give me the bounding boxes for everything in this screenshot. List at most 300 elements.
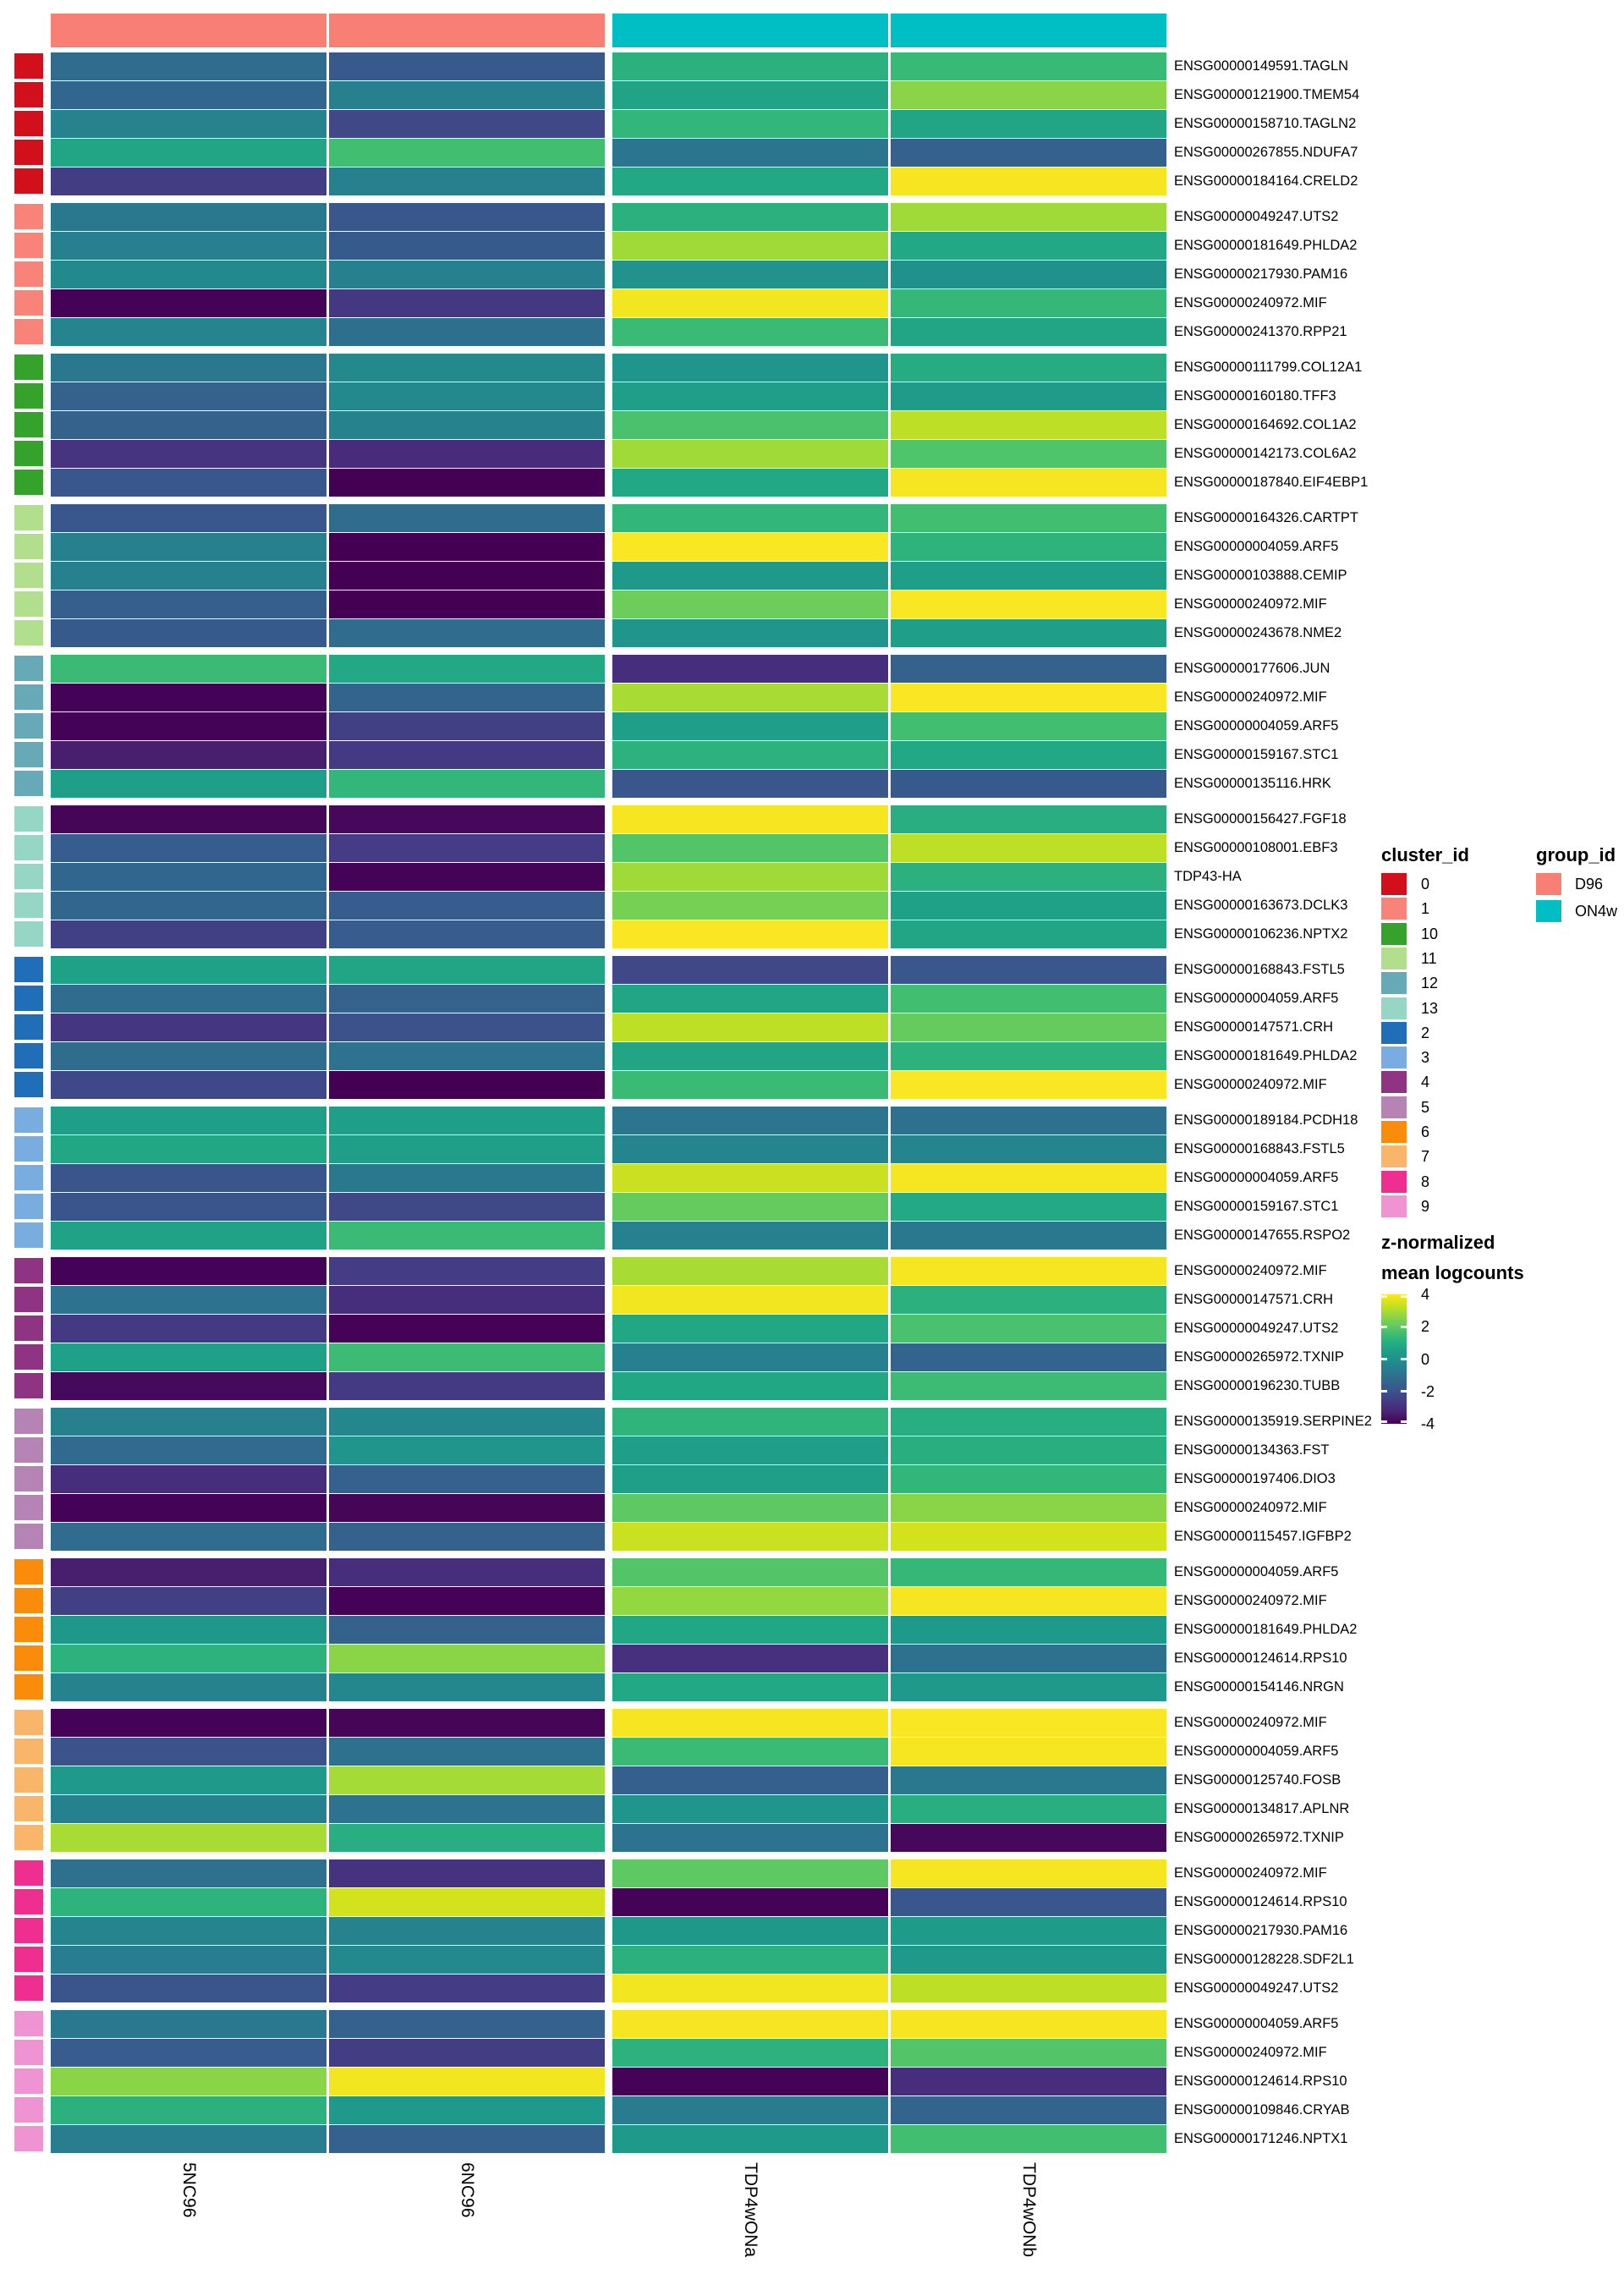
- heatmap-cell: [51, 684, 326, 711]
- heatmap-cell: [51, 81, 326, 109]
- heatmap-cell: [891, 2125, 1166, 2153]
- gene-label: ENSG00000187840.EIF4EBP1: [1174, 475, 1369, 491]
- heatmap-cell: [612, 1343, 888, 1371]
- heatmap-cell: [329, 1888, 605, 1916]
- heatmap-cell: [612, 168, 888, 195]
- cluster-strip-cell: [14, 591, 43, 617]
- legend-item-label: 12: [1421, 975, 1439, 992]
- cluster-strip-cell: [14, 986, 43, 1011]
- heatmap-cell: [51, 1465, 326, 1493]
- heatmap-cell: [891, 1824, 1166, 1852]
- heatmap-cell: [329, 533, 605, 561]
- gene-label: ENSG00000177606.JUN: [1174, 661, 1330, 676]
- heatmap-cell: [51, 2039, 326, 2067]
- heatmap-cell: [329, 1071, 605, 1099]
- heatmap-cell: [329, 2068, 605, 2095]
- cluster-strip-cell: [14, 1860, 43, 1886]
- gene-label: ENSG00000243678.NME2: [1174, 625, 1342, 641]
- cluster-strip-cell: [14, 412, 43, 437]
- heatmap-cell: [612, 684, 888, 711]
- heatmap-cell: [612, 2010, 888, 2038]
- heatmap-cell: [329, 770, 605, 798]
- cluster-strip-cell: [14, 1014, 43, 1040]
- heatmap-cell: [329, 985, 605, 1013]
- gene-label: ENSG00000134817.APLNR: [1174, 1801, 1350, 1817]
- legend-swatch: [1381, 1022, 1407, 1044]
- heatmap-cell: [891, 985, 1166, 1013]
- gene-label: ENSG00000171246.NPTX1: [1174, 2131, 1348, 2147]
- heatmap-cell: [612, 805, 888, 833]
- heatmap-cell: [612, 440, 888, 468]
- heatmap-cell: [329, 52, 605, 80]
- heatmap-cell: [612, 2096, 888, 2124]
- heatmap-cell: [891, 139, 1166, 167]
- cluster-strip-cell: [14, 684, 43, 710]
- cluster-strip-cell: [14, 319, 43, 344]
- heatmap-cell: [612, 655, 888, 683]
- gene-label: ENSG00000240972.MIF: [1174, 295, 1327, 311]
- heatmap-cell: [612, 863, 888, 891]
- colorbar-tick-mark: [1381, 1326, 1387, 1328]
- heatmap-cell: [329, 2010, 605, 2038]
- cluster-strip-cell: [14, 204, 43, 229]
- heatmap-cell: [891, 1645, 1166, 1673]
- heatmap-cell: [612, 1164, 888, 1192]
- heatmap-cell: [891, 684, 1166, 711]
- heatmap-cell: [51, 533, 326, 561]
- heatmap-cell: [891, 1673, 1166, 1701]
- colorbar-tick-mark: [1381, 1295, 1387, 1298]
- heatmap-cell: [891, 712, 1166, 740]
- heatmap-cell: [891, 1494, 1166, 1522]
- heatmap-cell: [329, 1408, 605, 1436]
- heatmap-cell: [329, 1766, 605, 1794]
- gene-label: ENSG00000134363.FST: [1174, 1442, 1330, 1458]
- cluster-strip-cell: [14, 1645, 43, 1671]
- heatmap-cell: [612, 318, 888, 346]
- gene-label: ENSG00000004059.ARF5: [1174, 991, 1339, 1007]
- heatmap-cell: [612, 1975, 888, 2002]
- heatmap-cell: [891, 2010, 1166, 2038]
- heatmap-cell: [51, 770, 326, 798]
- heatmap-cell: [329, 1859, 605, 1887]
- gene-label: ENSG00000159167.STC1: [1174, 1199, 1339, 1215]
- cluster-strip-cell: [14, 111, 43, 136]
- legend-swatch: [1381, 972, 1407, 994]
- heatmap-cell: [329, 956, 605, 984]
- cluster-strip-cell: [14, 620, 43, 645]
- heatmap-cell: [329, 1286, 605, 1314]
- heatmap-cell: [51, 411, 326, 439]
- heatmap-cell: [329, 2125, 605, 2153]
- cluster-strip-cell: [14, 1043, 43, 1068]
- cluster-strip-cell: [14, 383, 43, 409]
- heatmap-cell: [329, 469, 605, 497]
- cluster-strip-cell: [14, 2040, 43, 2065]
- heatmap-cell: [612, 1372, 888, 1400]
- heatmap-cell: [891, 619, 1166, 647]
- heatmap-cell: [51, 1343, 326, 1371]
- heatmap-cell: [612, 1494, 888, 1522]
- heatmap-cell: [612, 1107, 888, 1134]
- cluster-strip-cell: [14, 1136, 43, 1162]
- cluster-strip-cell: [14, 1194, 43, 1219]
- gene-label: ENSG00000109846.CRYAB: [1174, 2102, 1350, 2118]
- colorbar-tick-mark: [1401, 1420, 1407, 1423]
- legend-swatch: [1381, 873, 1407, 895]
- heatmap-cell: [329, 139, 605, 167]
- legend-item-label: 1: [1421, 900, 1430, 918]
- legend-swatch: [1381, 997, 1407, 1019]
- heatmap-cell: [51, 1587, 326, 1615]
- heatmap-cell: [891, 956, 1166, 984]
- heatmap-cell: [612, 1013, 888, 1041]
- legend-swatch: [1381, 1171, 1407, 1193]
- heatmap-cell: [51, 1135, 326, 1163]
- gene-label: ENSG00000265972.TXNIP: [1174, 1830, 1344, 1846]
- heatmap-cell: [612, 289, 888, 317]
- legend-swatch: [1536, 873, 1561, 895]
- heatmap-cell: [51, 52, 326, 80]
- heatmap-cell: [612, 770, 888, 798]
- cluster-strip-cell: [14, 354, 43, 380]
- group-bar-segment: [329, 14, 605, 47]
- heatmap-cell: [891, 1408, 1166, 1436]
- legend-swatch: [1381, 948, 1407, 969]
- heatmap-cell: [612, 2039, 888, 2067]
- colorbar-tick-label: -2: [1421, 1382, 1435, 1400]
- cluster-strip-cell: [14, 1316, 43, 1341]
- heatmap-cell: [329, 1616, 605, 1644]
- heatmap-cell: [612, 1917, 888, 1945]
- cluster-strip-cell: [14, 1072, 43, 1097]
- cluster-strip-cell: [14, 957, 43, 982]
- cluster-strip-cell: [14, 233, 43, 258]
- heatmap-cell: [329, 834, 605, 862]
- heatmap-cell: [329, 1709, 605, 1737]
- heatmap-cell: [612, 1673, 888, 1701]
- heatmap-cell: [891, 1975, 1166, 2002]
- heatmap-cell: [612, 411, 888, 439]
- heatmap-cell: [891, 1795, 1166, 1823]
- heatmap-cell: [51, 1315, 326, 1343]
- gene-label: ENSG00000164692.COL1A2: [1174, 417, 1357, 433]
- heatmap-cell: [51, 1824, 326, 1852]
- heatmap-cell: [329, 712, 605, 740]
- heatmap-cell: [612, 834, 888, 862]
- heatmap-cell: [329, 1558, 605, 1586]
- heatmap-cell: [51, 110, 326, 138]
- gene-label: ENSG00000240972.MIF: [1174, 1263, 1327, 1278]
- gene-label: ENSG00000128228.SDF2L1: [1174, 1952, 1354, 1968]
- heatmap-cell: [612, 52, 888, 80]
- heatmap-cell: [612, 1286, 888, 1314]
- heatmap-cell: [612, 1042, 888, 1070]
- gene-label: ENSG00000240972.MIF: [1174, 2045, 1327, 2061]
- heatmap-cell: [612, 139, 888, 167]
- heatmap-cell: [891, 1709, 1166, 1737]
- legend-item-label: 13: [1421, 999, 1439, 1017]
- heatmap-cell: [329, 619, 605, 647]
- legend-item-label: 11: [1421, 949, 1437, 967]
- heatmap-cell: [329, 110, 605, 138]
- gene-label: ENSG00000240972.MIF: [1174, 1715, 1327, 1730]
- heatmap-cell: [51, 1616, 326, 1644]
- heatmap-cell: [51, 1523, 326, 1551]
- heatmap-cell: [612, 1193, 888, 1221]
- gene-label: ENSG00000124614.RPS10: [1174, 1894, 1347, 1910]
- gene-label: ENSG00000111799.COL12A1: [1174, 360, 1363, 375]
- cluster-strip-cell: [14, 2068, 43, 2094]
- heatmap-cell: [891, 1164, 1166, 1192]
- group-bar-segment: [51, 14, 326, 47]
- heatmap-cell: [612, 985, 888, 1013]
- heatmap-cell: [612, 1824, 888, 1852]
- heatmap-cell: [891, 1766, 1166, 1794]
- legend-item-label: 0: [1421, 876, 1430, 893]
- heatmap-cell: [891, 469, 1166, 497]
- gene-label: ENSG00000124614.RPS10: [1174, 2074, 1347, 2090]
- gene-label: ENSG00000181649.PHLDA2: [1174, 1622, 1358, 1638]
- gene-label: ENSG00000147655.RSPO2: [1174, 1228, 1351, 1244]
- gene-label: ENSG00000135919.SERPINE2: [1174, 1414, 1372, 1429]
- heatmap-cell: [612, 1587, 888, 1615]
- heatmap-cell: [891, 168, 1166, 195]
- heatmap-cell: [612, 469, 888, 497]
- heatmap-cell: [329, 1013, 605, 1041]
- heatmap-cell: [51, 920, 326, 948]
- heatmap-cell: [612, 920, 888, 948]
- heatmap-cell: [891, 770, 1166, 798]
- heatmap-cell: [329, 382, 605, 410]
- cluster-legend-title: cluster_id: [1381, 844, 1469, 865]
- colorbar-tick-label: 0: [1421, 1350, 1430, 1368]
- heatmap-cell: [51, 168, 326, 195]
- heatmap-cell: [329, 1372, 605, 1400]
- heatmap-cell: [329, 318, 605, 346]
- heatmap-cell: [891, 1013, 1166, 1041]
- gene-label: ENSG00000181649.PHLDA2: [1174, 238, 1358, 254]
- heatmap-cell: [891, 1071, 1166, 1099]
- heatmap-cell: [51, 562, 326, 590]
- heatmap-cell: [891, 1465, 1166, 1493]
- heatmap-cell: [51, 741, 326, 769]
- heatmap-cell: [891, 354, 1166, 382]
- cluster-strip-cell: [14, 1258, 43, 1283]
- heatmap-cell: [329, 354, 605, 382]
- cluster-strip-cell: [14, 1796, 43, 1821]
- heatmap-cell: [51, 1107, 326, 1134]
- gene-label: ENSG00000168843.FSTL5: [1174, 1141, 1345, 1157]
- heatmap-cell: [891, 1193, 1166, 1221]
- cluster-strip-cell: [14, 921, 43, 947]
- gene-label: ENSG00000049247.UTS2: [1174, 1980, 1339, 1997]
- heatmap-cell: [51, 1673, 326, 1701]
- heatmap-cell: [612, 1738, 888, 1766]
- heatmap-cell: [51, 1558, 326, 1586]
- heatmap-cell: [51, 2096, 326, 2124]
- heatmap-cell: [891, 590, 1166, 618]
- cluster-strip-cell: [14, 1222, 43, 1248]
- heatmap-cell: [329, 863, 605, 891]
- heatmap-cell: [51, 834, 326, 862]
- heatmap-cell: [891, 2039, 1166, 2067]
- heatmap-cell: [329, 741, 605, 769]
- heatmap-cell: [329, 1343, 605, 1371]
- legend-swatch: [1381, 1071, 1407, 1093]
- cluster-strip-cell: [14, 470, 43, 495]
- heatmap-cell: [891, 1888, 1166, 1916]
- heatmap-cell: [51, 1013, 326, 1041]
- heatmap-cell: [612, 741, 888, 769]
- heatmap-cell: [891, 1286, 1166, 1314]
- heatmap-cell: [329, 289, 605, 317]
- cluster-strip-cell: [14, 563, 43, 588]
- colorbar-tick-mark: [1401, 1358, 1407, 1360]
- gene-label: ENSG00000004059.ARF5: [1174, 539, 1339, 555]
- cluster-strip-cell: [14, 713, 43, 739]
- gene-label: ENSG00000147571.CRH: [1174, 1019, 1334, 1035]
- heatmap-cell: [51, 1372, 326, 1400]
- heatmap-cell: [891, 562, 1166, 590]
- heatmap-cell: [891, 232, 1166, 260]
- heatmap-cell: [51, 1494, 326, 1522]
- heatmap-cell: [329, 562, 605, 590]
- heatmap-cell: [51, 232, 326, 260]
- gene-label: ENSG00000184164.CRELD2: [1174, 173, 1358, 190]
- legend-item-label: 2: [1421, 1024, 1430, 1041]
- heatmap-cell: [329, 81, 605, 109]
- column-label: 5NC96: [179, 2162, 199, 2218]
- legend-item-label: D96: [1575, 876, 1604, 893]
- cluster-strip-cell: [14, 261, 43, 287]
- heatmap-cell: [891, 1917, 1166, 1945]
- gene-label: ENSG00000049247.UTS2: [1174, 1321, 1339, 1337]
- heatmap-cell: [891, 741, 1166, 769]
- heatmap-cell: [891, 805, 1166, 833]
- gene-label: ENSG00000124614.RPS10: [1174, 1651, 1347, 1667]
- cluster-strip-cell: [14, 1466, 43, 1491]
- cluster-strip-cell: [14, 53, 43, 79]
- cluster-strip-cell: [14, 1588, 43, 1613]
- cluster-strip-cell: [14, 742, 43, 767]
- group-bar-segment: [891, 14, 1166, 47]
- heatmap-cell: [51, 1888, 326, 1916]
- gene-label: ENSG00000004059.ARF5: [1174, 2016, 1339, 2031]
- heatmap-cell: [51, 2068, 326, 2095]
- gene-label: ENSG00000240972.MIF: [1174, 1077, 1327, 1093]
- heatmap-cell: [891, 1738, 1166, 1766]
- cluster-strip-cell: [14, 168, 43, 194]
- heatmap-cell: [51, 1436, 326, 1464]
- heatmap-cell: [51, 139, 326, 167]
- column-label: 6NC96: [458, 2162, 477, 2218]
- heatmap-cell: [51, 590, 326, 618]
- heatmap-cell: [891, 834, 1166, 862]
- heatmap-cell: [329, 892, 605, 920]
- gene-label: ENSG00000159167.STC1: [1174, 747, 1339, 763]
- heatmap-cell: [891, 920, 1166, 948]
- heatmap-cell: [612, 1859, 888, 1887]
- gene-label: ENSG00000108001.EBF3: [1174, 840, 1338, 856]
- heatmap-cell: [329, 1917, 605, 1945]
- gene-label: ENSG00000241370.RPP21: [1174, 324, 1347, 340]
- heatmap-cell: [612, 1408, 888, 1436]
- heatmap-cell: [51, 1286, 326, 1314]
- cluster-strip-cell: [14, 1107, 43, 1133]
- legend-swatch: [1381, 1195, 1407, 1217]
- heatmap-cell: [612, 2068, 888, 2095]
- gene-label: ENSG00000196230.TUBB: [1174, 1378, 1341, 1394]
- heatmap-cell: [51, 289, 326, 317]
- heatmap-cell: [891, 1107, 1166, 1134]
- heatmap-cell: [329, 684, 605, 711]
- heatmap-cell: [891, 1616, 1166, 1644]
- gene-label: TDP43-HA: [1174, 869, 1242, 885]
- colorbar-tick-mark: [1381, 1420, 1387, 1423]
- legend-item-label: 7: [1421, 1148, 1430, 1166]
- heatmap-cell: [612, 261, 888, 288]
- heatmap-cell: [51, 1042, 326, 1070]
- legend-swatch: [1381, 1121, 1407, 1143]
- group-bar-segment: [612, 14, 888, 47]
- heatmap-cell: [51, 1193, 326, 1221]
- heatmap-cell: [51, 2125, 326, 2153]
- heatmap-cell: [51, 1738, 326, 1766]
- heatmap-cell: [891, 440, 1166, 468]
- heatmap-cell: [891, 1372, 1166, 1400]
- heatmap-cell: [51, 863, 326, 891]
- heatmap-cell: [329, 1673, 605, 1701]
- gene-label: ENSG00000189184.PCDH18: [1174, 1112, 1358, 1128]
- heatmap-cell: [612, 562, 888, 590]
- heatmap-cell: [612, 619, 888, 647]
- cluster-strip-cell: [14, 1344, 43, 1370]
- gene-label: ENSG00000240972.MIF: [1174, 1500, 1327, 1516]
- colorbar-tick-mark: [1401, 1295, 1407, 1298]
- heatmap-cell: [51, 1645, 326, 1673]
- heatmap-cell: [51, 469, 326, 497]
- gene-label: ENSG00000154146.NRGN: [1174, 1679, 1344, 1695]
- heatmap-cell: [329, 1738, 605, 1766]
- heatmap-cell: [329, 2039, 605, 2067]
- cluster-strip-cell: [14, 1889, 43, 1914]
- gene-label: ENSG00000135116.HRK: [1174, 776, 1331, 792]
- heatmap-cell: [612, 1888, 888, 1916]
- legend-item-label: 4: [1421, 1074, 1430, 1091]
- colorbar-tick-mark: [1401, 1390, 1407, 1392]
- heatmap-cell: [329, 1645, 605, 1673]
- heatmap-cell: [891, 504, 1166, 532]
- legend-item-label: 3: [1421, 1049, 1430, 1067]
- cluster-strip-cell: [14, 505, 43, 530]
- heatmap-cell: [612, 1222, 888, 1250]
- cluster-strip-cell: [14, 864, 43, 889]
- heatmap-cell: [51, 1917, 326, 1945]
- legend-swatch: [1381, 898, 1407, 920]
- legend-swatch: [1381, 923, 1407, 945]
- heatmap-cell: [51, 203, 326, 231]
- gene-label: ENSG00000004059.ARF5: [1174, 1564, 1339, 1579]
- cluster-strip-cell: [14, 1975, 43, 2001]
- cluster-strip-cell: [14, 1437, 43, 1463]
- heatmap-cell: [329, 1164, 605, 1192]
- heatmap-cell: [891, 655, 1166, 683]
- heatmap-cell: [612, 1558, 888, 1586]
- heatmap-cell: [51, 956, 326, 984]
- heatmap-cell: [891, 382, 1166, 410]
- heatmap-cell: [891, 1257, 1166, 1285]
